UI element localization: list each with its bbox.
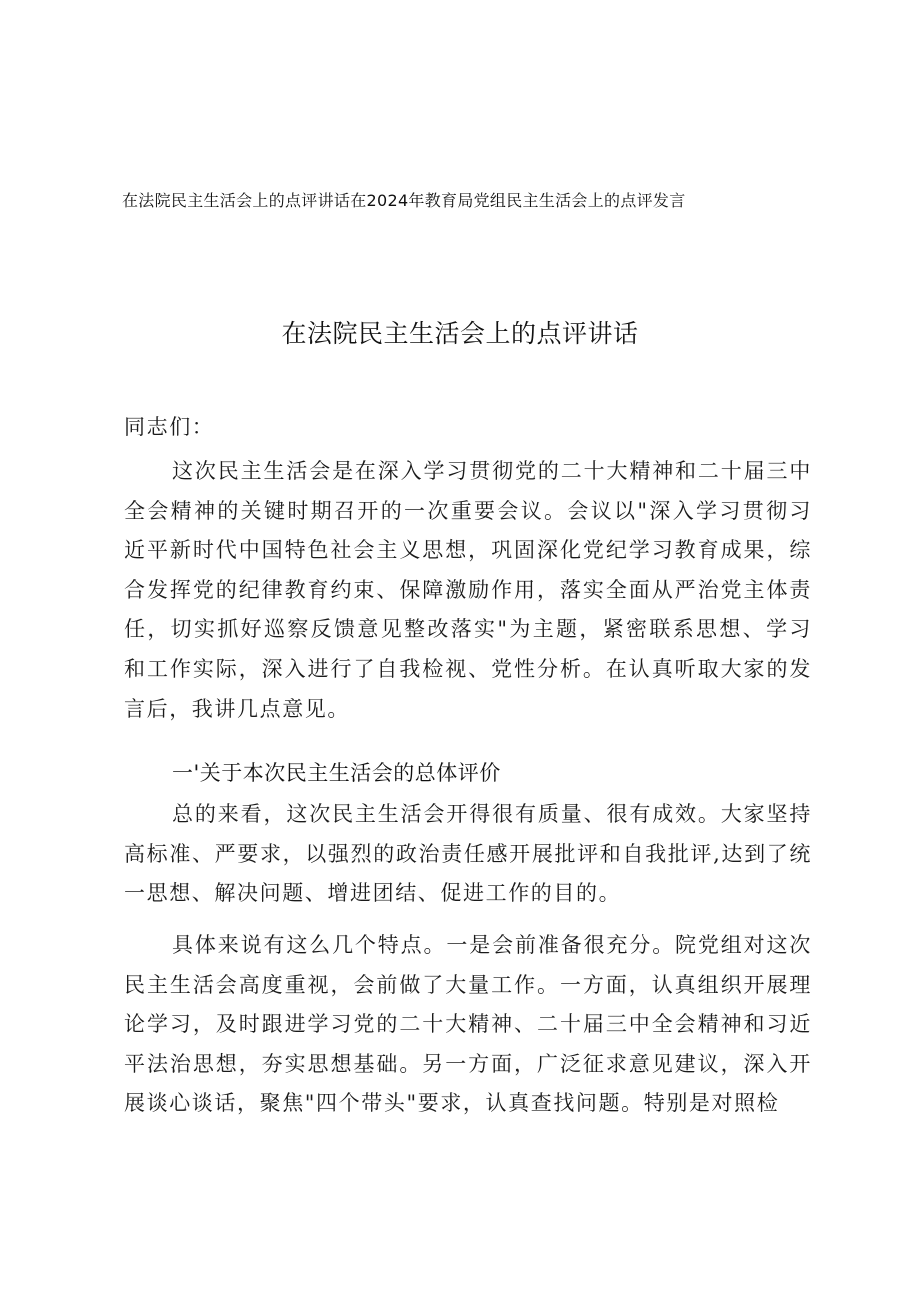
section-heading-overall-evaluation: 一'关于本次民主生活会的总体评价: [172, 761, 501, 785]
salutation: 同志们：: [124, 415, 215, 439]
paragraph-features: 具体来说有这么几个特点。一是会前准备很充分。院党组对这次民主生活会高度重视，会前做了大量工作。一方面，认真组织开展理论学习，及时跟进学习党的二十大精神、二十届三中全会精神和习近平法治思想，夯实思想基础。另一方面，广泛征求意见建议，深入开展谈心谈话，聚焦"四个带头"要求，认真查找问题。特别是对照检: [124, 933, 812, 1116]
document-header-line: 在法院民主生活会上的点评讲话在2024年教育局党组民主生活会上的点评发言: [122, 191, 686, 210]
document-title: 在法院民主生活会上的点评讲话: [281, 319, 639, 348]
paragraph-overall: 总的来看，这次民主生活会开得很有质量、很有成效。大家坚持高标准、严要求，以强烈的政治责任感开展批评和自我批评,达到了统一思想、解决问题、增进团结、促进工作的目的。: [124, 802, 812, 906]
paragraph-intro: 这次民主生活会是在深入学习贯彻党的二十大精神和二十届三中全会精神的关键时期召开的一次重要会议。会议以"深入学习贯彻习近平新时代中国特色社会主义思想，巩固深化党纪学习教育成果，综合发挥党的纪律教育约束、保障激励作用，落实全面从严治党主体责任，切实抓好巡察反馈意见整改落实"为主题，紧密联系思想、学习和工作实际，深入进行了自我检视、党性分析。在认真听取大家的发言后，我讲几点意见。: [124, 459, 812, 721]
